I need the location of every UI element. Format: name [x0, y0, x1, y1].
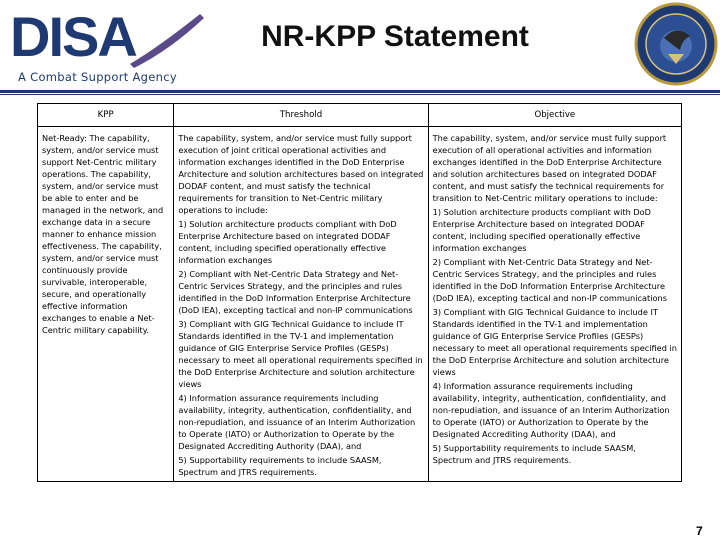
column-header-threshold: Threshold — [174, 104, 428, 127]
objective-intro: The capability, system, and/or service must fully support execution of all operational activities and information exchanges identified in the DoD Enterprise Architecture and solution architectures based on integrated DODAF content, and must satisfy the technical requirements for transition to Net-Centric military operations to include: — [432, 133, 667, 203]
threshold-item-4: 4) Information assurance requirements including availability, integrity, authentication, confidentiality, and non-repudiation, and issuance of an Interim Authorization to Operate (IATO) or Authorization to Operate by the Designated Accrediting Authority (DAA), and — [178, 393, 416, 451]
kpp-cell — [38, 127, 174, 482]
threshold-cell — [174, 127, 428, 482]
threshold-intro: The capability, system, and/or service must fully support execution of joint critical operational activities and information exchanges identified in the DoD Enterprise Architecture and solution architectures based on integrated DODAF content, and must satisfy the technical requirements for transition to Net-Centric military operations to include: — [178, 133, 424, 215]
header-divider — [0, 90, 720, 93]
threshold-item-1: 1) Solution architecture products compliant with DoD Enterprise Architecture based on integrated DODAF content, including specified operationally effective information exchanges — [178, 219, 397, 265]
nr-kpp-table — [37, 103, 682, 482]
column-header-objective: Objective — [428, 104, 681, 127]
page-number: 7 — [696, 524, 703, 538]
threshold-item-2: 2) Compliant with Net-Centric Data Strategy and Net-Centric Services Strategy, and the principles and rules identified in the DoD Information Enterprise Architecture (DoD IEA), excepting tactical and non-IP communications — [178, 269, 413, 315]
kpp-text: Net-Ready: The capability, system, and/or service must support Net-Centric military operations. The capability, system, and/or service must be able to enter and be managed in the network, and exchange data in a secure manner to enhance mission effectiveness. The capability, system, and/or service must continuously provide survivable, interoperable, secure, and operationally effective information exchanges to enable a Net-Centric military capability. — [42, 133, 164, 335]
agency-tagline: A Combat Support Agency — [18, 70, 177, 84]
agency-seal-icon — [634, 2, 718, 86]
objective-item-3: 3) Compliant with GIG Technical Guidance to include IT Standards identified in the TV-1 and implementation guidance of GIG Enterprise Service Profiles (GESPs) necessary to meet all operational requirements specified in the DoD Enterprise Architecture and solution architecture views — [432, 307, 677, 377]
threshold-item-3: 3) Compliant with GIG Technical Guidance to include IT Standards identified in the TV-1 and implementation guidance of GIG Enterprise Service Profiles (GESPs) necessary to meet all operational requirements specified in the DoD Enterprise Architecture and solution architecture views — [178, 319, 423, 389]
table-row — [38, 127, 682, 482]
page-title: NR-KPP Statement — [261, 20, 529, 53]
objective-cell — [428, 127, 681, 482]
logo-wordmark: DISA — [10, 6, 136, 68]
objective-item-5: 5) Supportability requirements to include SAASM, Spectrum and JTRS requirements. — [432, 443, 636, 465]
column-header-kpp: KPP — [38, 104, 174, 127]
table-header-row — [38, 104, 682, 127]
objective-item-4: 4) Information assurance requirements including availability, integrity, authentication, confidentiality, and non-repudiation, and issuance of an Interim Authorization to Operate (IATO) or Authorization to Operate by the Designated Accrediting Authority (DAA), and — [432, 381, 670, 439]
header-divider-thin — [0, 94, 720, 95]
objective-item-1: 1) Solution architecture products compliant with DoD Enterprise Architecture based on integrated DODAF content, including specified operationally effective information exchanges — [432, 207, 651, 253]
threshold-item-5: 5) Supportability requirements to include SAASM, Spectrum and JTRS requirements. — [178, 455, 382, 477]
objective-item-2: 2) Compliant with Net-Centric Data Strategy and Net-Centric Services Strategy, and the principles and rules identified in the DoD Information Enterprise Architecture (DoD IEA), excepting tactical and non-IP communications — [432, 257, 667, 303]
logo-swoosh — [130, 14, 204, 68]
